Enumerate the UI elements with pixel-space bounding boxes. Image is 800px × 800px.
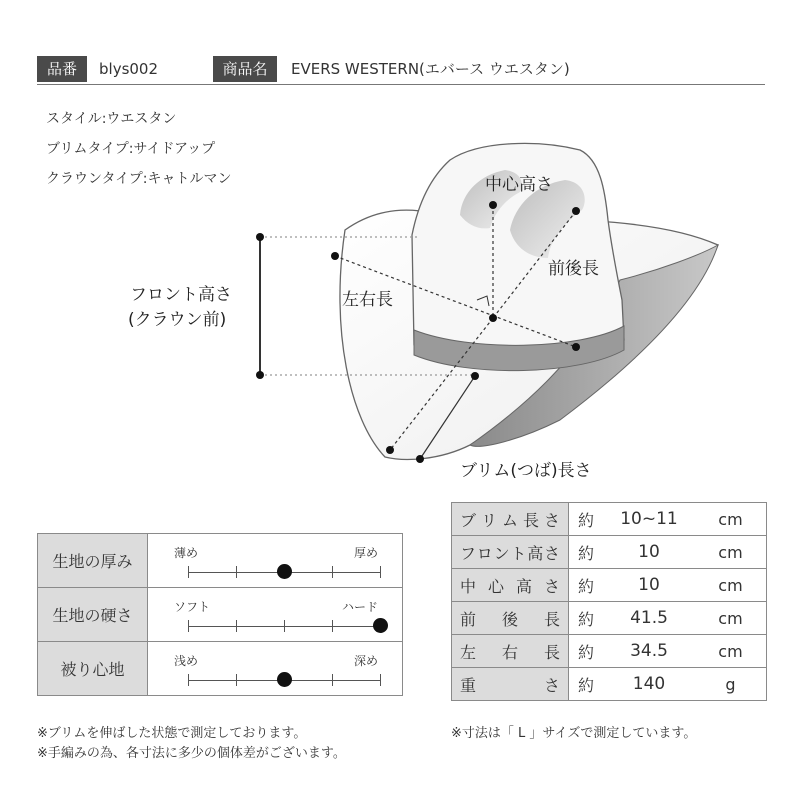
measurement-unit: cm: [718, 575, 743, 595]
scale-low-label: 浅め: [174, 654, 199, 668]
measurement-label: フ ロ ン ト 高 さ: [460, 543, 560, 563]
measurement-value: 10: [638, 542, 660, 562]
approx-label: 約: [577, 543, 594, 563]
approx-label: 約: [577, 675, 594, 695]
measurement-unit: cm: [718, 509, 743, 529]
scale-high-label: ハード: [341, 600, 378, 614]
fabric-table: [37, 533, 403, 696]
product-no-label: 品番: [37, 56, 87, 82]
label-front-back: 前後長: [548, 259, 599, 279]
fabric-scale: [148, 588, 402, 641]
measurement-label: 左 右 長: [460, 642, 560, 662]
product-name: EVERS WESTERN(エバース ウエスタン): [291, 60, 570, 78]
fabric-row: [38, 534, 403, 588]
fabric-scale: [148, 534, 402, 587]
product-name-label: 商品名: [213, 56, 277, 82]
scale-high-label: 厚め: [353, 546, 378, 560]
scale-low-label: 薄め: [174, 546, 199, 560]
measurement-unit: g: [725, 674, 736, 694]
note-brim: ※ブリムを伸ばした状態で測定しております。: [37, 726, 307, 741]
measurement-row: [452, 668, 767, 701]
fabric-label: 生地の厚み: [38, 534, 148, 588]
measurement-row: [452, 602, 767, 635]
measurement-unit: cm: [718, 542, 743, 562]
label-left-right: 左右長: [342, 290, 393, 310]
approx-label: 約: [577, 642, 594, 662]
scale-high-label: 深め: [353, 654, 378, 668]
measurement-value: 10: [638, 575, 660, 595]
measurement-unit: cm: [718, 641, 743, 661]
note-handmade: ※手編みの為、各寸法に多少の個体差がございます。: [37, 746, 346, 761]
note-size: ※寸法は「 L 」サイズで測定しています。: [451, 726, 697, 741]
fabric-scale: [148, 642, 402, 695]
fabric-row: [38, 642, 403, 696]
measurement-table: [451, 502, 767, 701]
measurement-row: [452, 569, 767, 602]
measurement-label: 前 後 長: [460, 609, 560, 629]
measurement-label: ブ リ ム 長 さ: [460, 510, 560, 530]
measurement-value: 140: [632, 674, 666, 694]
measurement-label: 重 さ: [460, 675, 560, 695]
spec-brim-type: ブリムタイプ:サイドアップ: [46, 141, 216, 157]
scale-marker: [373, 618, 388, 633]
measurement-label: 中 心 高 さ: [460, 576, 560, 596]
measurement-value: 41.5: [630, 608, 668, 628]
scale-low-label: ソフト: [174, 600, 211, 614]
label-brim-length: ブリム(つば)長さ: [460, 461, 592, 481]
label-front-height: フロント高さ: [130, 285, 232, 305]
measurement-value: 34.5: [630, 641, 668, 661]
measurement-unit: cm: [718, 608, 743, 628]
scale-marker: [277, 564, 292, 579]
measurement-value: 10~11: [620, 509, 678, 529]
approx-label: 約: [577, 576, 594, 596]
spec-style: スタイル:ウエスタン: [46, 111, 177, 127]
measurement-row: [452, 503, 767, 536]
fabric-label: 生地の硬さ: [38, 588, 148, 642]
spec-crown-type: クラウンタイプ:キャトルマン: [46, 171, 232, 187]
scale-marker: [277, 672, 292, 687]
fabric-label: 被り心地: [38, 642, 148, 696]
label-center-height: 中心高さ: [485, 175, 553, 195]
measurement-row: [452, 635, 767, 668]
approx-label: 約: [577, 510, 594, 530]
measurement-row: [452, 536, 767, 569]
product-no: blys002: [99, 60, 159, 78]
fabric-row: [38, 588, 403, 642]
approx-label: 約: [577, 609, 594, 629]
label-front-height-sub: (クラウン前): [128, 310, 227, 330]
